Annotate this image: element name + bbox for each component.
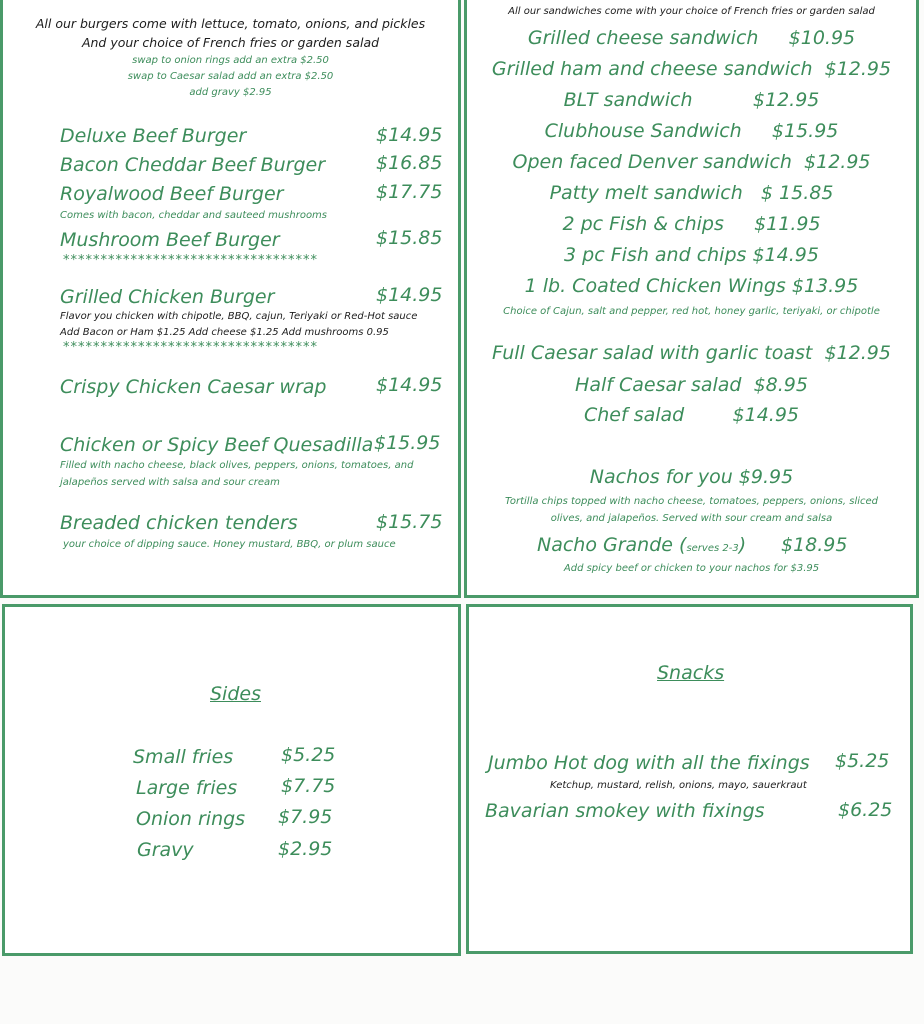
menu-item-price: $17.75 xyxy=(376,181,443,203)
sides-title: Sides xyxy=(210,683,261,705)
burgers-extra-gravy: add gravy $2.95 xyxy=(189,87,272,98)
side-item-price: $2.95 xyxy=(278,838,333,860)
sandwich-item: Clubhouse Sandwich $15.95 xyxy=(544,120,839,142)
burgers-panel xyxy=(0,0,461,598)
nachos-item: Nachos for you $9.95 xyxy=(589,466,794,488)
nacho-grande-close: ) xyxy=(738,534,747,556)
snacks-panel xyxy=(466,604,913,954)
side-item-name: Gravy xyxy=(137,839,194,861)
royalwood-note: Comes with bacon, cheddar and sauteed mushrooms xyxy=(60,210,328,221)
separator: ********************************** xyxy=(63,340,318,355)
menu-item-price: $14.95 xyxy=(376,284,443,306)
menu-item-price: $15.95 xyxy=(374,432,441,454)
separator: ********************************** xyxy=(63,253,318,268)
salad-item: Half Caesar salad $8.95 xyxy=(575,374,808,396)
side-item-price: $7.95 xyxy=(278,806,333,828)
sandwich-item: Grilled cheese sandwich $10.95 xyxy=(527,27,856,49)
menu-item-price: $15.75 xyxy=(376,511,443,533)
snack-item-price: $5.25 xyxy=(835,750,890,772)
hotdog-note: Ketchup, mustard, relish, onions, mayo, sauerkraut xyxy=(550,780,807,791)
sandwich-item: BLT sandwich $12.95 xyxy=(563,89,820,111)
sandwiches-panel xyxy=(464,0,919,598)
side-item-name: Small fries xyxy=(133,746,234,768)
menu-item-name: Grilled Chicken Burger xyxy=(60,286,275,308)
salad-item: Chef salad $14.95 xyxy=(583,404,800,426)
nacho-grande-serves: serves 2-3 xyxy=(686,543,739,554)
tenders-note: your choice of dipping sauce. Honey mustard, BBQ, or plum sauce xyxy=(63,539,396,550)
side-item-name: Onion rings xyxy=(136,808,246,830)
nacho-grande-price: $18.95 xyxy=(781,534,848,556)
burgers-intro-line2: And your choice of French fries or garden salad xyxy=(81,35,380,50)
sandwich-item: Patty melt sandwich $ 15.85 xyxy=(549,182,834,204)
quesadilla-note: Filled with nacho cheese, black olives, peppers, onions, tomatoes, and xyxy=(60,460,414,471)
sandwich-item: Grilled ham and cheese sandwich $12.95 xyxy=(491,58,892,80)
quesadilla-note: jalapeños served with salsa and sour cream xyxy=(60,477,280,488)
salad-item: Full Caesar salad with garlic toast $12.95 xyxy=(492,342,891,364)
sandwiches-intro: All our sandwiches come with your choice of French fries or garden salad xyxy=(508,6,875,17)
snack-item-price: $6.25 xyxy=(838,799,893,821)
grilled-chicken-note: Flavor you chicken with chipotle, BBQ, cajun, Teriyaki or Red-Hot sauce xyxy=(60,311,418,322)
menu-item-name: Breaded chicken tenders xyxy=(60,512,298,534)
side-item-name: Large fries xyxy=(136,777,238,799)
menu-item-name: Deluxe Beef Burger xyxy=(60,125,247,147)
menu-item-price: $14.95 xyxy=(376,374,443,396)
nacho-grande-name: Nacho Grande ( xyxy=(537,534,687,556)
menu-item-name: Crispy Chicken Caesar wrap xyxy=(60,376,327,398)
wings-note: Choice of Cajun, salt and pepper, red hot, honey garlic, teriyaki, or chipotle xyxy=(503,306,880,317)
nachos-note: olives, and jalapeños. Served with sour cream and salsa xyxy=(550,513,833,524)
menu-item-price: $16.85 xyxy=(376,152,443,174)
sandwich-item: Open faced Denver sandwich $12.95 xyxy=(512,151,871,173)
sandwich-item: 2 pc Fish & chips $11.95 xyxy=(562,213,821,235)
menu-item-price: $14.95 xyxy=(376,124,443,146)
menu-item-name: Chicken or Spicy Beef Quesadilla xyxy=(60,434,374,456)
nacho-grande-note: Add spicy beef or chicken to your nachos for $3.95 xyxy=(563,563,820,574)
burgers-intro-line1: All our burgers come with lettuce, tomato, onions, and pickles xyxy=(35,16,426,31)
side-item-price: $7.75 xyxy=(281,775,336,797)
nacho-grande-item xyxy=(537,534,746,556)
snacks-title: Snacks xyxy=(657,662,725,684)
menu-item-name: Royalwood Beef Burger xyxy=(60,183,284,205)
snack-item-name: Bavarian smokey with fixings xyxy=(485,800,765,822)
sides-panel xyxy=(2,604,461,956)
sandwich-item: 1 lb. Coated Chicken Wings $13.95 xyxy=(524,275,859,297)
grilled-chicken-addons: Add Bacon or Ham $1.25 Add cheese $1.25 Add mushrooms 0.95 xyxy=(60,327,389,338)
nachos-note: Tortilla chips topped with nacho cheese, tomatoes, peppers, onions, sliced xyxy=(505,496,878,507)
sandwich-item: 3 pc Fish and chips $14.95 xyxy=(564,244,819,266)
snack-item-name: Jumbo Hot dog with all the fixings xyxy=(488,752,810,774)
menu-item-name: Bacon Cheddar Beef Burger xyxy=(60,154,326,176)
burgers-extra-onion-rings: swap to onion rings add an extra $2.50 xyxy=(132,55,329,66)
side-item-price: $5.25 xyxy=(281,744,336,766)
burgers-extra-caesar: swap to Caesar salad add an extra $2.50 xyxy=(127,71,334,82)
menu-item-name: Mushroom Beef Burger xyxy=(60,229,280,251)
menu-item-price: $15.85 xyxy=(376,227,443,249)
